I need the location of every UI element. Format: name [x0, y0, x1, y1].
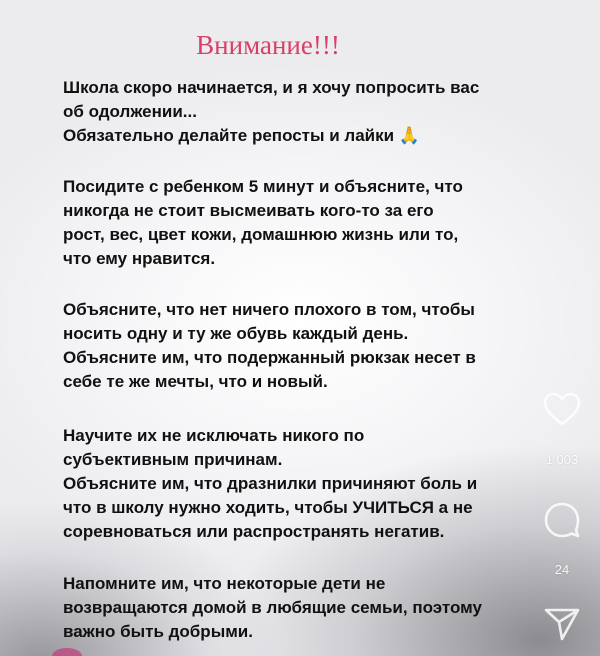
like-count: 1 003 — [545, 452, 579, 467]
avatar-edge — [52, 648, 82, 656]
story-paragraph-3: Объясните, что нет ничего плохого в том, чтобы носить одну и ту же обувь каждый день. Объясните им, что подержанный рюкзак несет в себе те же мечты, что и новый. — [63, 300, 476, 391]
story-paragraph-2: Посидите с ребенком 5 минут и объясните, что никогда не стоит высмеивать кого-то за его рост, вес, цвет кожи, домашнюю жизнь или то, что ему нравится. — [63, 177, 463, 268]
reel-action-bar — [520, 390, 600, 656]
story-paragraph-5: Напомните им, что некоторые дети не возвращаются домой в любящие семьи, поэтому важно быть добрыми. — [63, 574, 482, 641]
story-paragraph-1: Школа скоро начинается, и я хочу попросить вас об одолжении... Обязательно делайте репосты и лайки 🙏 — [63, 78, 480, 145]
story-paragraph-4: Научите их не исключать никого по субъективным причинам. Объясните им, что дразнилки причиняют боль и что в школу нужно ходить, чтобы УЧИТЬСЯ а не соревноваться или распространять негатив. — [63, 426, 478, 541]
comment-bubble-icon[interactable] — [542, 500, 582, 540]
heart-icon[interactable] — [542, 390, 582, 430]
story-title: Внимание!!! — [196, 30, 340, 60]
comment-count: 24 — [554, 562, 570, 577]
paper-plane-icon[interactable] — [542, 604, 582, 644]
